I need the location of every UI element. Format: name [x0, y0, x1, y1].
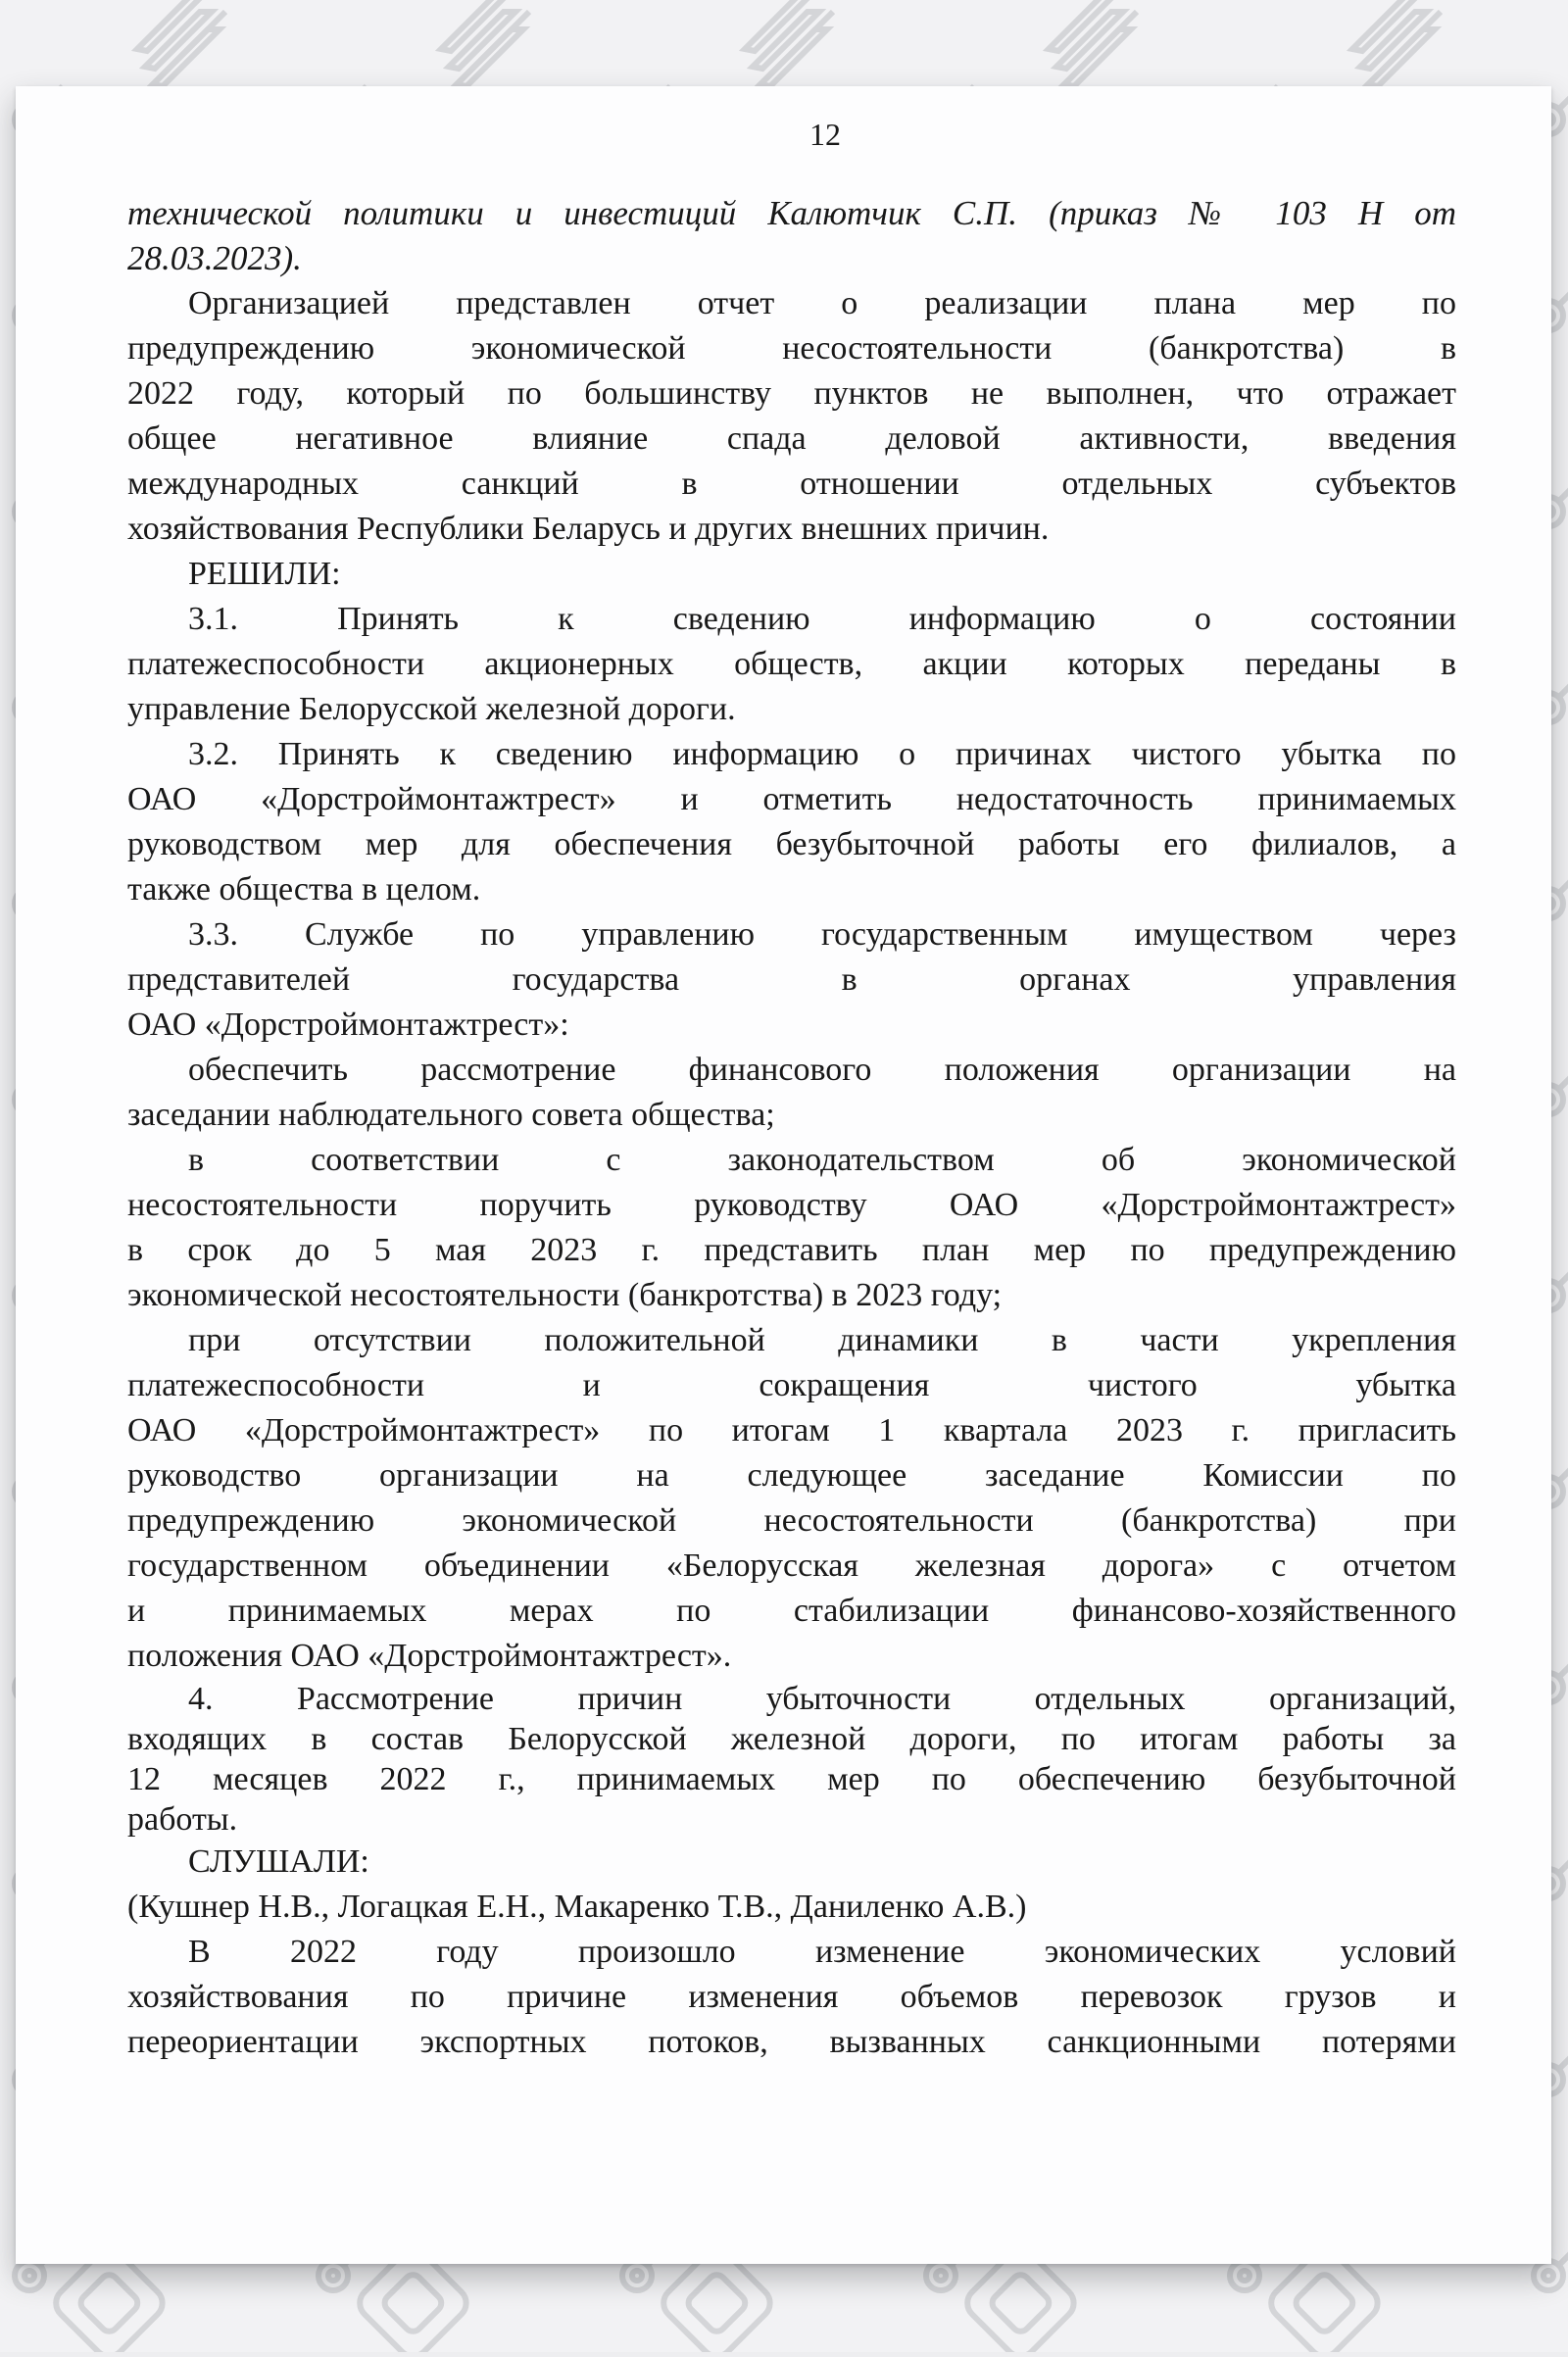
- text-line: СЛУШАЛИ:: [188, 1843, 369, 1880]
- text-line: ОАО «Дорстроймонтажтрест» по итогам 1 квартала 2023 г. пригласить: [127, 1412, 1456, 1449]
- text-line: в соответствии с законодательством об экономической: [188, 1142, 1456, 1178]
- text-line: технической политики и инвестиций Калютчик С.П. (приказ № 103 Н от: [127, 194, 1456, 232]
- text-line: предупреждению экономической несостоятельности (банкротства) в: [127, 330, 1456, 367]
- text-line: хозяйствования по причине изменения объемов перевозок грузов и: [127, 1979, 1456, 2015]
- text-line: общее негативное влияние спада деловой активности, введения: [127, 420, 1456, 457]
- document-page: [16, 86, 1551, 2264]
- text-line: при отсутствии положительной динамики в части укрепления: [188, 1322, 1456, 1358]
- paragraph: [127, 1138, 1456, 1318]
- text-line: 4. Рассмотрение причин убыточности отдельных организаций,: [188, 1681, 1456, 1717]
- text-line: 3.3. Службе по управлению государственным имуществом через: [188, 916, 1456, 953]
- text-line: платежеспособности акционерных обществ, акции которых переданы в: [127, 646, 1456, 682]
- page-number: 12: [809, 117, 841, 152]
- paragraph: [127, 912, 1456, 1048]
- text-line: ОАО «Дорстроймонтажтрест»:: [127, 1007, 569, 1043]
- text-line: 3.1. Принять к сведению информацию о состоянии: [188, 601, 1456, 637]
- text-line: В 2022 году произошло изменение экономических условий: [188, 1934, 1456, 1970]
- text-line: экономической несостоятельности (банкротства) в 2023 году;: [127, 1277, 1003, 1313]
- text-line: управление Белорусской железной дороги.: [127, 691, 736, 727]
- paragraph: [127, 552, 1456, 597]
- text-line: положения ОАО «Дорстроймонтажтрест».: [127, 1638, 732, 1674]
- paragraph: [127, 1048, 1456, 1138]
- text-line: 2022 году, который по большинству пунктов не выполнен, что отражает: [127, 375, 1456, 412]
- text-line: представителей государства в органах управления: [127, 961, 1456, 998]
- document-body: [127, 191, 1456, 2065]
- text-line: 28.03.2023).: [127, 239, 302, 277]
- text-line: международных санкций в отношении отдельных субъектов: [127, 466, 1456, 502]
- text-line: руководством мер для обеспечения безубыточной работы его филиалов, а: [127, 826, 1456, 862]
- text-line: ОАО «Дорстроймонтажтрест» и отметить недостаточность принимаемых: [127, 781, 1456, 817]
- text-line: 3.2. Принять к сведению информацию о причинах чистого убытка по: [188, 736, 1456, 772]
- paragraph: [127, 1318, 1456, 1679]
- paragraph: [127, 281, 1456, 552]
- text-line: платежеспособности и сокращения чистого убытка: [127, 1367, 1456, 1403]
- text-line: работы.: [127, 1801, 238, 1838]
- text-line: заседании наблюдательного совета общества;: [127, 1097, 775, 1133]
- text-line: в срок до 5 мая 2023 г. представить план мер по предупреждению: [127, 1232, 1456, 1268]
- text-line: руководство организации на следующее заседание Комиссии по: [127, 1457, 1456, 1494]
- text-line: переориентации экспортных потоков, вызванных санкционными потерями: [127, 2024, 1456, 2060]
- paragraph: [127, 191, 1456, 281]
- text-line: также общества в целом.: [127, 871, 481, 908]
- text-line: хозяйствования Республики Беларусь и других внешних причин.: [127, 511, 1050, 547]
- text-line: и принимаемых мерах по стабилизации финансово-хозяйственного: [127, 1593, 1456, 1629]
- paragraph: [127, 1679, 1456, 1840]
- text-line: несостоятельности поручить руководству ОАО «Дорстроймонтажтрест»: [127, 1187, 1456, 1223]
- text-line: РЕШИЛИ:: [188, 556, 341, 592]
- paragraph: [127, 732, 1456, 912]
- text-line: государственном объединении «Белорусская железная дорога» с отчетом: [127, 1547, 1456, 1584]
- paragraph: [127, 597, 1456, 732]
- text-line: входящих в состав Белорусской железной дороги, по итогам работы за: [127, 1721, 1456, 1757]
- text-line: (Кушнер Н.В., Логацкая Е.Н., Макаренко Т.В., Даниленко А.В.): [127, 1889, 1027, 1925]
- paragraph: [127, 1840, 1456, 1885]
- text-line: 12 месяцев 2022 г., принимаемых мер по обеспечению безубыточной: [127, 1761, 1456, 1797]
- text-line: обеспечить рассмотрение финансового положения организации на: [188, 1052, 1456, 1088]
- paragraph: [127, 1885, 1456, 1930]
- paragraph: [127, 1930, 1456, 2065]
- text-line: предупреждению экономической несостоятельности (банкротства) при: [127, 1502, 1456, 1539]
- text-line: Организацией представлен отчет о реализации плана мер по: [188, 285, 1456, 321]
